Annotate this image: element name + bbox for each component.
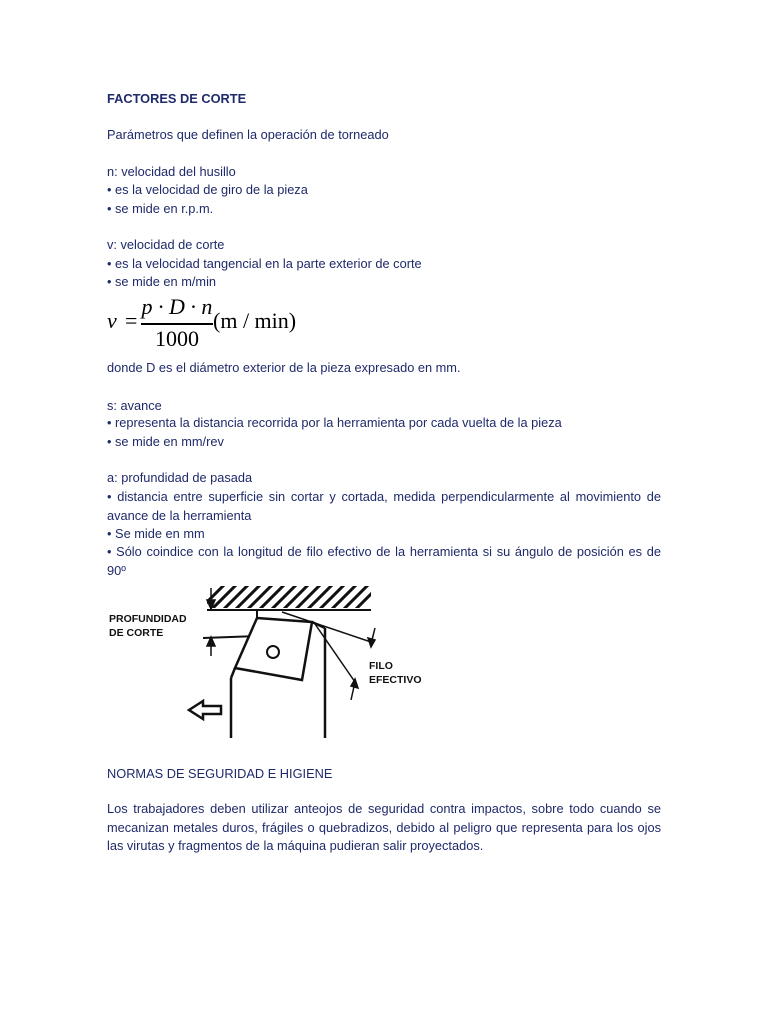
workpiece-hatching	[199, 584, 381, 610]
v-heading: v: velocidad de corte	[107, 237, 225, 252]
s-heading: s: avance	[107, 398, 162, 413]
formula-denominator: 1000	[155, 326, 199, 351]
safety-paragraph: Los trabajadores deben utilizar anteojos de seguridad contra impactos, sobre todo cuando se mecanizan metales duros, frágiles o quebradizos, debido al peligro que representa para los ojos las virutas y fragmentos de la máquina pudieran salir proyectados.	[107, 801, 661, 854]
formula-fraction-bar	[141, 323, 213, 325]
v-bullet-2: • se mide en m/min	[107, 274, 217, 289]
n-bullet-1: • es la velocidad de giro de la pieza	[107, 182, 308, 197]
a-bullet-1: • distancia entre superficie sin cortar y cortada, medida perpendicularmente al movimiento de avance de la herramienta	[107, 489, 661, 523]
s-bullet-2: • se mide en mm/rev	[107, 434, 224, 449]
formula-note: donde D es el diámetro exterior de la pieza expresado en mm.	[107, 360, 461, 375]
formula-lhs: v	[107, 308, 117, 333]
tool-insert	[235, 618, 312, 680]
section-title-factores: FACTORES DE CORTE	[107, 91, 247, 106]
a-bullet-3: • Sólo coindice con la longitud de filo efectivo de la herramienta si su ángulo de posición es de 90º	[107, 544, 661, 578]
n-heading: n: velocidad del husillo	[107, 164, 236, 179]
depth-of-cut-diagram	[107, 580, 447, 740]
feed-arrow-icon	[189, 701, 221, 719]
label-depth-line2: DE CORTE	[109, 627, 164, 639]
formula-unit: (m / min)	[213, 308, 297, 333]
formula-equals: =	[125, 308, 138, 333]
label-edge-line2: EFECTIVO	[369, 674, 422, 686]
v-bullet-1: • es la velocidad tangencial en la parte exterior de corte	[107, 256, 422, 271]
n-bullet-2: • se mide en r.p.m.	[107, 201, 214, 216]
section-title-normas: NORMAS DE SEGURIDAD E HIGIENE	[107, 766, 333, 781]
label-depth-line1: PROFUNDIDAD	[109, 613, 187, 625]
label-edge-line1: FILO	[369, 660, 393, 672]
a-heading: a: profundidad de pasada	[107, 470, 253, 485]
cutting-speed-formula	[107, 296, 327, 354]
formula-numerator: p · D · n	[141, 294, 213, 319]
s-bullet-1: • representa la distancia recorrida por la herramienta por cada vuelta de la pieza	[107, 415, 562, 430]
intro-text: Parámetros que definen la operación de torneado	[107, 127, 389, 142]
a-bullet-2: • Se mide en mm	[107, 526, 205, 541]
